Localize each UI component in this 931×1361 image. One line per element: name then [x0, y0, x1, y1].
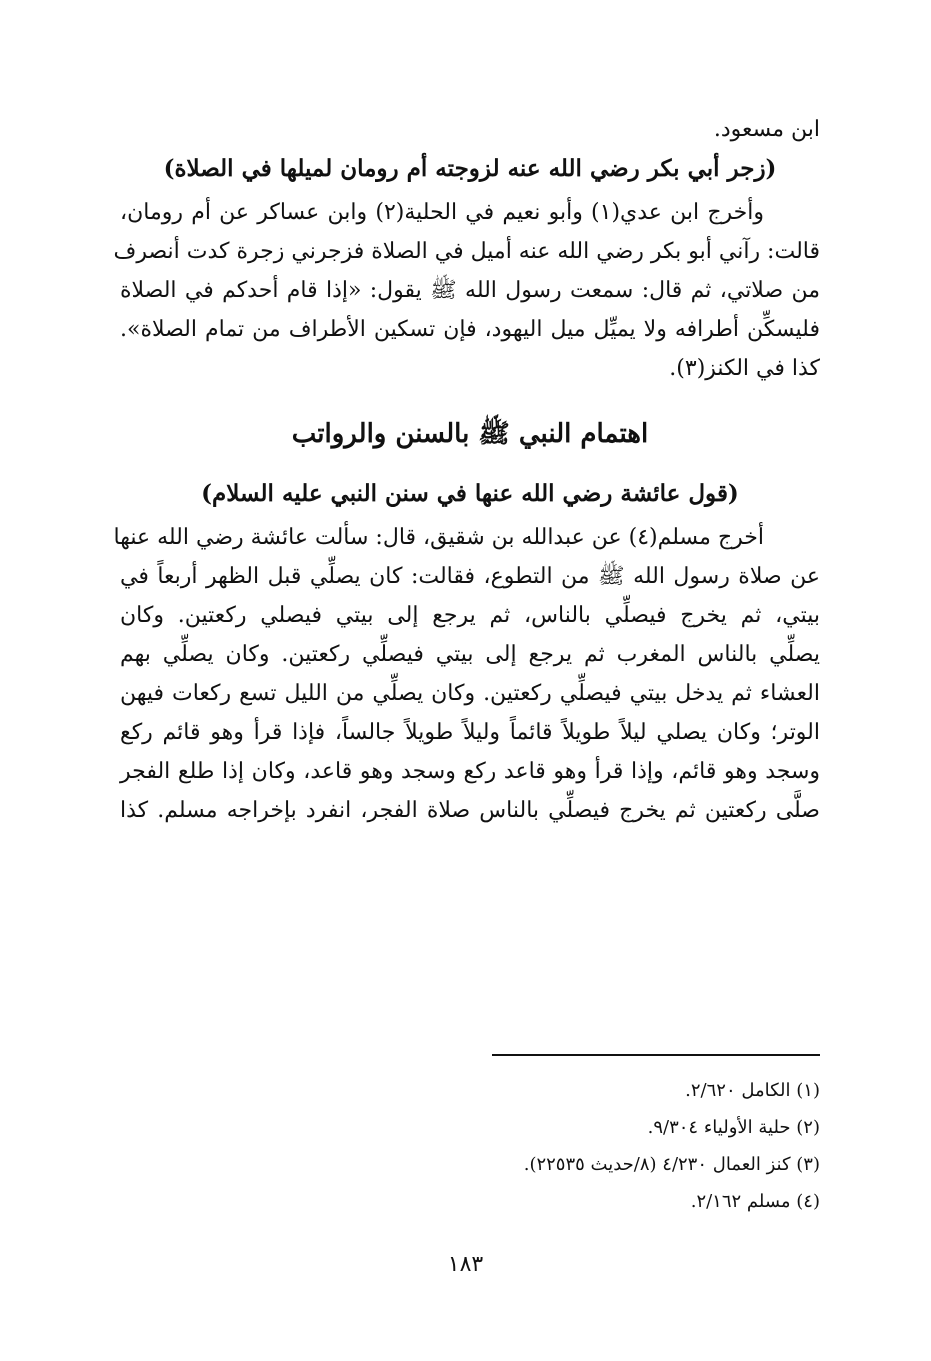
paragraph-line: عن صلاة رسول الله ﷺ من التطوع، فقالت: كان يصلِّي قبل الظهر أربعاً في [120, 564, 820, 589]
paragraph-line: الوتر؛ وكان يصلي ليلاً طويلاً قائماً وليلاً طويلاً جالساً، فإذا قرأ وهو قائم ركع [120, 720, 820, 745]
section-title-abu-bakr: (زجر أبي بكر رضي الله عنه لزوجته أم رومان لميلها في الصلاة) [163, 155, 777, 182]
main-text [113, 110, 820, 830]
footnote-3: (٣) كنز العمال ٤/٢٣٠ (٨/حديث ٢٢٥٣٥). [523, 1154, 820, 1175]
chapter-title: اهتمام النبي ﷺ بالسنن والرواتب [291, 419, 649, 449]
paragraph-line: وأخرج ابن عدي(١) وأبو نعيم في الحلية(٢) وابن عساكر عن أم رومان، [120, 200, 765, 225]
footnote-4: (٤) مسلم ٢/١٦٢. [690, 1191, 820, 1212]
paragraph-line: أخرج مسلم(٤) عن عبدالله بن شقيق، قال: سألت عائشة رضي الله عنها [113, 525, 764, 550]
section-title-aisha: (قول عائشة رضي الله عنها في سنن النبي عليه السلام) [201, 480, 739, 507]
paragraph-line: وسجد وهو قائم، وإذا قرأ وهو قاعد ركع وسجد وهو قاعد، وكان إذا طلع الفجر [120, 759, 820, 784]
paragraph-line: كذا في الكنز(٣). [669, 356, 820, 381]
footnotes [492, 1054, 820, 1220]
footnote-1: (١) الكامل ٢/٦٢٠. [685, 1080, 820, 1101]
paragraph-line: قالت: رآني أبو بكر رضي الله عنه أميل في الصلاة فزجرني زجرة كدت أنصرف [113, 239, 820, 264]
page-number: ١٨٣ [447, 1252, 484, 1277]
continuation-text: ابن مسعود. [713, 117, 820, 142]
footnote-2: (٢) حلية الأولياء ٩/٣٠٤. [647, 1117, 820, 1138]
footnote-divider [492, 1054, 820, 1056]
paragraph-line: بيتي، ثم يخرج فيصلِّي بالناس، ثم يرجع إلى بيتي فيصلي ركعتين. وكان [120, 603, 820, 628]
paragraph-line: فليسكِّن أطرافه ولا يميِّل ميل اليهود، فإن تسكين الأطراف من تمام الصلاة». [120, 317, 820, 342]
paragraph-line: يصلِّي بالناس المغرب ثم يرجع إلى بيتي فيصلِّي ركعتين. وكان يصلِّي بهم [120, 642, 820, 667]
paragraph-line: صلَّى ركعتين ثم يخرج فيصلِّي بالناس صلاة الفجر، انفرد بإخراجه مسلم. كذا [120, 798, 820, 823]
paragraph-line: من صلاتي، ثم قال: سمعت رسول الله ﷺ يقول: «إذا قام أحدكم في الصلاة [120, 278, 820, 303]
paragraph-line: العشاء ثم يدخل بيتي فيصلِّي ركعتين. وكان يصلِّي من الليل تسع ركعات فيهن [120, 681, 820, 706]
